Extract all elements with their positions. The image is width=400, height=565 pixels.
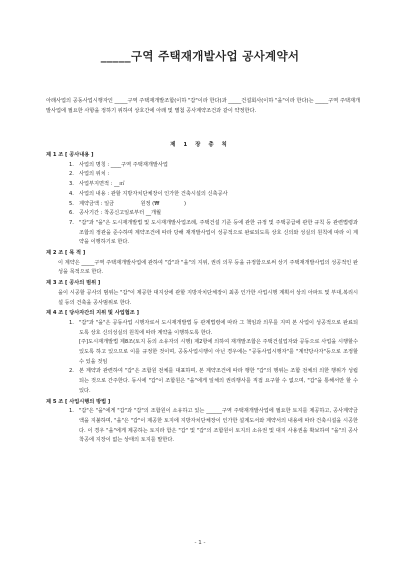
item-number: 7. [69, 219, 74, 226]
document-title: _____구역 주택재개발사업 공사계약서 [100, 49, 300, 63]
list-item [46, 319, 358, 338]
list-item [69, 161, 358, 171]
item-text: 공사기간 : 착공신고일로부터 __개월 [79, 210, 162, 217]
article-1-list [46, 161, 358, 248]
list-item [69, 170, 358, 180]
item-number: 4. [69, 190, 74, 197]
item-number: 2. [69, 171, 74, 178]
item-text: 계약금액 : 일금 원정 (₩ ) [79, 200, 187, 207]
article-2-text: 이 계약은 _____구역 주택재개발사업에 관하여 "갑"과 "을"의 지위, 권리 의무 등을 규정함으로써 상기 주택재개발사업의 성공적인 완성을 목적으로 한다. [58, 259, 358, 276]
list-item [46, 407, 358, 446]
intro-paragraph: 아래사업의 공동사업시행자인 _____구역 주택재개발조합(이하 "갑"이라 한다)과 _____건설회사(이하 "을"이라 한다)는 _____구역 주택재개발사업에 필요한 사항을 정하기 위하여 상호간에 아래 및 별첨 공사계약조건과 같이 약정한다. [46, 98, 360, 114]
article-3-text: 을이 시공할 공사의 범위는 "갑"이 제공한 대지상에 관할 지방자치단체장이 최종 인가한 사업시행 계획서 상의 아파트 및 부대,복리시설 등의 건축을 공사범위로 한다. [58, 289, 358, 306]
document-body [46, 150, 358, 446]
item-text: "갑"과 "을"은 공동사업 시행자로서 도시재개발법 등 관계법령에 따라 그 책임과 의무를 지며 본 사업이 성공적으로 완료되도록 상호 신의성실의 원칙에 따라 계약을 이행하도록 한다. [79, 319, 358, 336]
item-text: "갑"과 "을"은 도시재개발법 및 도시재개발사업조례, 주택건설 기준 등에 관한 규정 및 주택공급에 관한 규칙 등 관련법령과 조합의 정관을 준수하며 계약조건에 따라 당해 재개발사업이 성공적으로 완료되도록 상호 신의와 성실의 원칙에 따라 이 계약을 이행하기로 한다. [79, 219, 358, 246]
item-text: 사업부지면적 : __㎡ [79, 181, 125, 188]
item-number: 1. [69, 161, 74, 168]
item-number: 5. [69, 200, 74, 207]
item-text: 사업의 내용 : 관할 지방자치단체장이 인가한 건축시설의 신축공사 [79, 190, 228, 197]
chapter-heading: 제 1 장 총 칙 [170, 142, 230, 148]
page-number: - 1 - [194, 540, 206, 546]
article-4-note: [주]도시재개발법 제8조(토지 등의 소유자의 시행) 제2항에 의하여 재개발조합은 주택건설업자와 공동으로 사업을 시행할수 있도록 하고 있으므로 이를 규정한 것이며, 공동사업시행이 아닌 경우에는 "공동사업시행자"를 "계약당사자"등으로 조정할 수 있을 것임 [79, 339, 358, 365]
article-3-heading: 제 3 조 [ 공사의 범위 ] [46, 280, 101, 287]
item-text: 본 계약과 관련하여 "갑"은 조합원 전체를 대표하며, 본 계약조건에 따라 행한 "갑"의 행위는 조합 전체의 의한 행위가 성립되는 것으로 간주한다. 동시에 "갑"이 조합원은 "을"에게 일체의 권리행사를 직접 요구할 수 없으며, "갑"을 통해서만 할 수 있다. [79, 368, 358, 394]
item-number: 1. [69, 408, 74, 415]
list-item [69, 180, 358, 190]
item-number: 2. [69, 368, 74, 375]
item-number: 3. [69, 181, 74, 188]
item-number: 6. [69, 210, 74, 217]
article-4-heading: 제 4 조 [ 당사자간의 지위 및 사업협조 ] [46, 310, 139, 317]
article-2-heading: 제 2 조 [ 목 적 ] [46, 250, 86, 257]
list-item [69, 209, 358, 219]
list-item [69, 190, 358, 200]
item-number: 1. [69, 319, 74, 326]
item-text: 사업의 명칭 : ____구역 주택재개발사업 [79, 161, 168, 168]
list-item [69, 200, 358, 210]
item-text: 사업의 위치 : [79, 171, 110, 178]
item-text: "갑"은 "을"에게 "갑"과 "갑"의 조합원이 소유하고 있는 ______구역 주택재개발사업에 필요한 토지를 제공하고, 공사계약금액을 지불하며, "을"은 "갑"이 제공한 토지에 지방자치단체장이 인가한 설계도서와 계약서의 내용에 따라 건축시설을 시공한다. 이 경우 "을"에게 제공하는 토지라 함은 "갑" 및 "갑"의 조합원이 토지의 소유권 및 대지 사용권을 확보하여 "을"의 공사착공에 지장이 없는 상태의 토지를 말한다. [79, 408, 358, 444]
list-item [46, 367, 358, 396]
article-5-heading: 제 5 조 [ 사업시행의 방법 ] [46, 398, 111, 405]
list-item [69, 219, 358, 248]
article-1-heading: 제 1 조 [ 공사내용 ] [46, 152, 94, 158]
